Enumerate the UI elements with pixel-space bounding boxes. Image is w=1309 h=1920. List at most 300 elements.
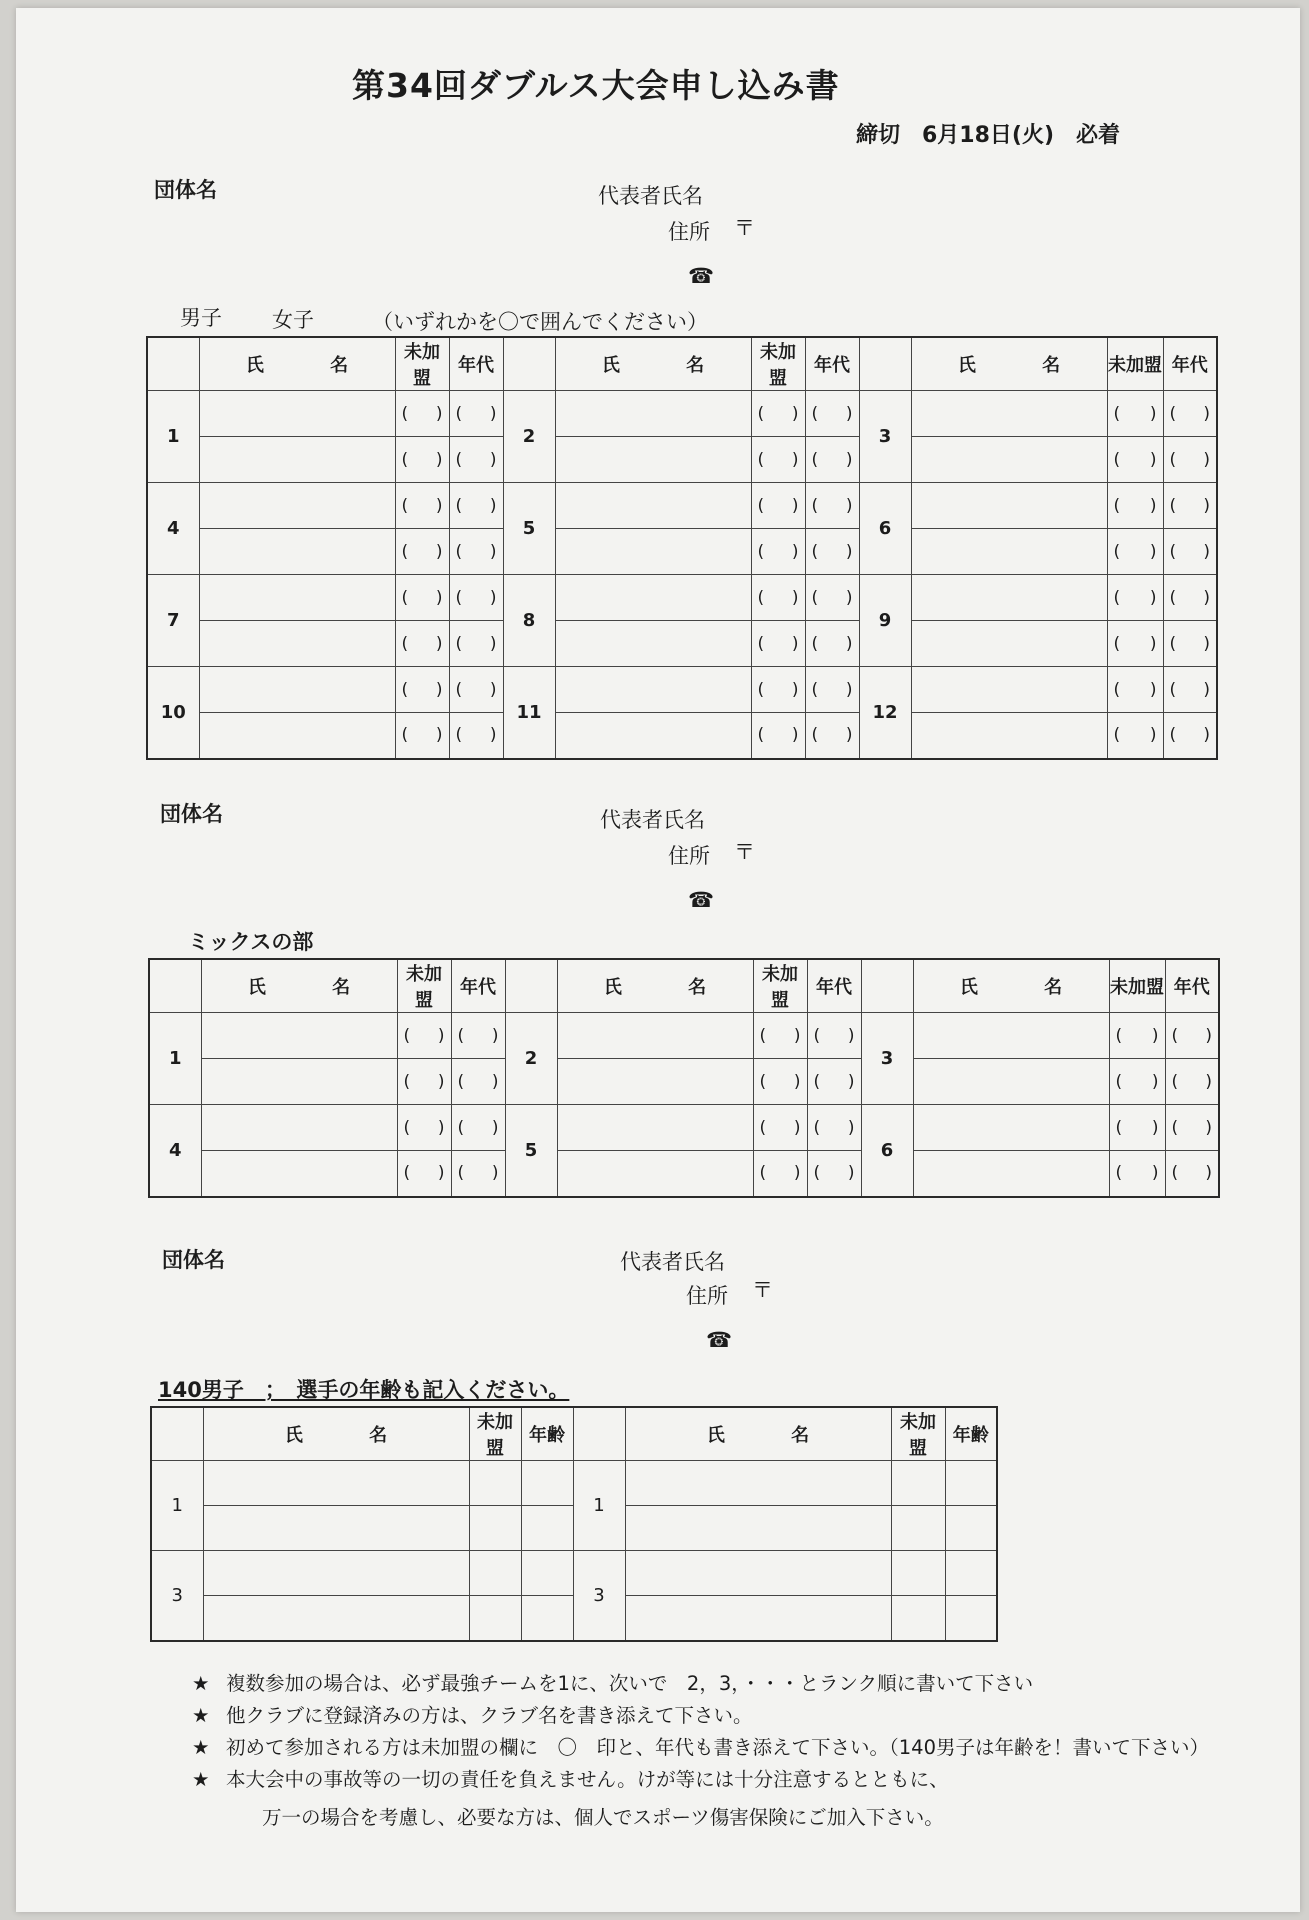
paren-field[interactable] xyxy=(397,1059,451,1105)
paren-close: ) xyxy=(1203,587,1210,608)
team-name-label: 団体名 xyxy=(154,178,217,202)
paren-field[interactable] xyxy=(1163,483,1217,529)
paren-field[interactable] xyxy=(1165,1013,1219,1059)
paren-field[interactable] xyxy=(1109,1059,1165,1105)
paren-field[interactable] xyxy=(449,575,503,621)
paren-close: ) xyxy=(791,587,799,608)
paren-pair xyxy=(396,542,449,562)
paren-open: ( xyxy=(1169,449,1177,470)
paren-pair xyxy=(398,1163,451,1183)
paren-close: ) xyxy=(1203,403,1210,424)
paren-pair xyxy=(396,680,449,700)
paren-pair xyxy=(1164,496,1217,516)
paren-open: ( xyxy=(811,495,819,516)
paren-field[interactable] xyxy=(1163,713,1217,759)
player-name-field[interactable] xyxy=(913,1013,1109,1059)
age-field[interactable] xyxy=(521,1551,573,1596)
entry-row xyxy=(147,483,1217,529)
player-name-field[interactable] xyxy=(625,1596,891,1641)
paren-field[interactable] xyxy=(1163,391,1217,437)
paren-field[interactable] xyxy=(397,1013,451,1059)
paren-field[interactable] xyxy=(1107,529,1163,575)
header-row xyxy=(147,337,1217,391)
paren-open: ( xyxy=(457,1025,465,1046)
paren-field[interactable] xyxy=(805,575,859,621)
note-text: 複数参加の場合は、必ず最強チームを1に、次いで 2，3，・・・とランク順に書いて下さい xyxy=(226,1672,1034,1695)
entry-number: 6 xyxy=(859,483,911,575)
paren-open: ( xyxy=(811,449,819,470)
player-name-field[interactable] xyxy=(555,529,751,575)
paren-open: ( xyxy=(1169,725,1177,746)
entry-number: 11 xyxy=(503,667,555,759)
paren-pair xyxy=(808,1026,861,1046)
paren-open: ( xyxy=(455,587,463,608)
entry-number: 10 xyxy=(147,667,199,759)
paren-field[interactable] xyxy=(1107,437,1163,483)
paren-field[interactable] xyxy=(395,621,449,667)
paren-close: ) xyxy=(793,1071,801,1092)
paren-field[interactable] xyxy=(1107,621,1163,667)
unaffiliated-field[interactable] xyxy=(891,1461,945,1506)
note-text: 本大会中の事故等の一切の責任を負えません。けが等には十分注意するとともに、 xyxy=(226,1768,949,1791)
paren-field[interactable] xyxy=(395,483,449,529)
player-name-field[interactable] xyxy=(199,713,395,759)
paren-open: ( xyxy=(401,495,409,516)
player-name-field[interactable] xyxy=(911,391,1107,437)
paren-open: ( xyxy=(1169,679,1177,700)
paren-field[interactable] xyxy=(753,1151,807,1197)
paren-field[interactable] xyxy=(1165,1151,1219,1197)
player-name-field[interactable] xyxy=(199,575,395,621)
player-name-field[interactable] xyxy=(555,575,751,621)
age-field[interactable] xyxy=(945,1461,997,1506)
paren-pair xyxy=(1110,1072,1165,1092)
unaffiliated-field[interactable] xyxy=(891,1596,945,1641)
paren-field[interactable] xyxy=(753,1105,807,1151)
paren-close: ) xyxy=(489,403,497,424)
header-age: 年代 xyxy=(807,959,861,1013)
player-name-field[interactable] xyxy=(555,437,751,483)
paren-open: ( xyxy=(1115,1025,1123,1046)
paren-close: ) xyxy=(1203,679,1210,700)
paren-field[interactable] xyxy=(449,713,503,759)
paren-close: ) xyxy=(845,449,853,470)
paren-open: ( xyxy=(1113,449,1121,470)
paren-close: ) xyxy=(845,587,853,608)
paren-close: ) xyxy=(1149,633,1157,654)
paren-field[interactable] xyxy=(397,1105,451,1151)
header-age: 年齢 xyxy=(521,1407,573,1461)
player-name-field[interactable] xyxy=(199,667,395,713)
paren-open: ( xyxy=(811,633,819,654)
paren-field[interactable] xyxy=(395,713,449,759)
player-name-field[interactable] xyxy=(555,667,751,713)
age-field[interactable] xyxy=(945,1551,997,1596)
paren-close: ) xyxy=(435,725,443,746)
paren-close: ) xyxy=(1205,1117,1212,1138)
paren-pair xyxy=(1110,1163,1165,1183)
paren-open: ( xyxy=(1113,403,1121,424)
player-name-field[interactable] xyxy=(913,1151,1109,1197)
unaffiliated-field[interactable] xyxy=(469,1551,521,1596)
paren-field[interactable] xyxy=(451,1105,505,1151)
paren-field[interactable] xyxy=(753,1059,807,1105)
paren-field[interactable] xyxy=(753,1013,807,1059)
paren-open: ( xyxy=(759,1025,767,1046)
player-name-field[interactable] xyxy=(557,1151,753,1197)
paren-close: ) xyxy=(1151,1163,1159,1184)
player-name-field[interactable] xyxy=(557,1059,753,1105)
paren-open: ( xyxy=(403,1117,411,1138)
paren-field[interactable] xyxy=(1107,575,1163,621)
paren-field[interactable] xyxy=(1107,483,1163,529)
paren-field[interactable] xyxy=(751,529,805,575)
player-name-field[interactable] xyxy=(199,437,395,483)
paren-open: ( xyxy=(1113,587,1121,608)
paren-pair xyxy=(1108,450,1163,470)
paren-field[interactable] xyxy=(807,1105,861,1151)
paren-pair xyxy=(1166,1026,1219,1046)
gender-female: 女子 xyxy=(272,308,314,332)
paren-close: ) xyxy=(1149,403,1157,424)
paren-field[interactable] xyxy=(395,391,449,437)
unaffiliated-field[interactable] xyxy=(891,1506,945,1551)
paren-field[interactable] xyxy=(449,391,503,437)
paren-field[interactable] xyxy=(805,437,859,483)
paren-field[interactable] xyxy=(449,437,503,483)
paren-field[interactable] xyxy=(449,529,503,575)
senior-section-heading: 140男子 ； 選手の年齢も記入ください。 xyxy=(158,1378,570,1402)
player-name-field[interactable] xyxy=(911,621,1107,667)
entry-number: 4 xyxy=(147,483,199,575)
paren-field[interactable] xyxy=(449,621,503,667)
entry-number: 3 xyxy=(861,1013,913,1105)
age-field[interactable] xyxy=(521,1596,573,1641)
paren-close: ) xyxy=(489,541,497,562)
player-name-field[interactable] xyxy=(625,1551,891,1596)
paren-close: ) xyxy=(847,1071,855,1092)
paren-open: ( xyxy=(757,541,765,562)
player-name-field[interactable] xyxy=(911,575,1107,621)
header-row xyxy=(151,1407,997,1461)
paren-pair xyxy=(1108,680,1163,700)
paren-field[interactable] xyxy=(449,667,503,713)
paren-field[interactable] xyxy=(1165,1059,1219,1105)
paren-field[interactable] xyxy=(449,483,503,529)
paren-open: ( xyxy=(1113,679,1121,700)
player-name-field[interactable] xyxy=(555,483,751,529)
paren-close: ) xyxy=(845,403,853,424)
player-name-field[interactable] xyxy=(555,713,751,759)
paren-pair xyxy=(1164,542,1217,562)
header-age: 年代 xyxy=(805,337,859,391)
entry-row xyxy=(151,1461,997,1506)
unaffiliated-field[interactable] xyxy=(469,1506,521,1551)
paren-field[interactable] xyxy=(1163,529,1217,575)
paren-open: ( xyxy=(457,1163,465,1184)
paren-pair xyxy=(450,725,503,745)
paren-pair xyxy=(754,1026,807,1046)
header-blank xyxy=(573,1407,625,1461)
paren-pair xyxy=(806,725,859,745)
mixed-entry-table xyxy=(148,958,1220,1198)
paren-open: ( xyxy=(757,403,765,424)
paren-close: ) xyxy=(845,633,853,654)
paren-open: ( xyxy=(401,633,409,654)
entry-number: 3 xyxy=(151,1551,203,1641)
paren-pair xyxy=(450,680,503,700)
paren-pair xyxy=(1166,1072,1219,1092)
paren-pair xyxy=(396,450,449,470)
player-name-field[interactable] xyxy=(555,391,751,437)
paren-field[interactable] xyxy=(1107,713,1163,759)
paren-pair xyxy=(752,404,805,424)
paren-field[interactable] xyxy=(1109,1151,1165,1197)
paren-open: ( xyxy=(811,725,819,746)
paren-pair xyxy=(1164,404,1217,424)
paren-field[interactable] xyxy=(1165,1105,1219,1151)
player-name-field[interactable] xyxy=(203,1461,469,1506)
paren-field[interactable] xyxy=(751,713,805,759)
player-name-field[interactable] xyxy=(625,1461,891,1506)
paren-field[interactable] xyxy=(805,713,859,759)
paren-close: ) xyxy=(791,403,799,424)
paren-pair xyxy=(752,450,805,470)
entry-row xyxy=(149,1105,1219,1151)
paren-field[interactable] xyxy=(751,391,805,437)
paren-close: ) xyxy=(1203,495,1210,516)
paren-field[interactable] xyxy=(807,1059,861,1105)
entry-number: 1 xyxy=(149,1013,201,1105)
paren-close: ) xyxy=(793,1025,801,1046)
phone-icon: ☎ xyxy=(688,888,715,912)
paren-open: ( xyxy=(1115,1163,1123,1184)
player-name-field[interactable] xyxy=(201,1105,397,1151)
paren-pair xyxy=(396,725,449,745)
header-unaffiliated: 未加盟 xyxy=(1109,959,1165,1013)
paren-field[interactable] xyxy=(395,529,449,575)
header-name: 氏 名 xyxy=(625,1407,891,1461)
paren-close: ) xyxy=(1205,1071,1212,1092)
player-name-field[interactable] xyxy=(201,1013,397,1059)
paren-field[interactable] xyxy=(1163,437,1217,483)
paren-open: ( xyxy=(759,1071,767,1092)
entry-number: 6 xyxy=(861,1105,913,1197)
paren-field[interactable] xyxy=(1109,1013,1165,1059)
postal-mark: 〒 xyxy=(734,840,755,864)
header-blank xyxy=(151,1407,203,1461)
entry-number: 5 xyxy=(505,1105,557,1197)
player-name-field[interactable] xyxy=(625,1506,891,1551)
paren-pair xyxy=(398,1118,451,1138)
paren-close: ) xyxy=(489,449,497,470)
paren-pair xyxy=(752,680,805,700)
paren-close: ) xyxy=(435,403,443,424)
paren-close: ) xyxy=(1149,679,1157,700)
unaffiliated-field[interactable] xyxy=(891,1551,945,1596)
paren-pair xyxy=(452,1118,505,1138)
paren-open: ( xyxy=(757,725,765,746)
paren-field[interactable] xyxy=(751,437,805,483)
paren-pair xyxy=(1108,634,1163,654)
paren-field[interactable] xyxy=(751,667,805,713)
paren-close: ) xyxy=(791,633,799,654)
header-unaffiliated: 未加盟 xyxy=(1107,337,1163,391)
paren-close: ) xyxy=(437,1025,445,1046)
paren-pair xyxy=(450,588,503,608)
paren-field[interactable] xyxy=(807,1151,861,1197)
paren-open: ( xyxy=(1171,1071,1179,1092)
paren-open: ( xyxy=(401,587,409,608)
paren-field[interactable] xyxy=(395,667,449,713)
paren-close: ) xyxy=(1149,725,1157,746)
paren-field[interactable] xyxy=(1107,391,1163,437)
paren-field[interactable] xyxy=(805,667,859,713)
doubles-entry-table xyxy=(146,336,1218,760)
player-name-field[interactable] xyxy=(203,1506,469,1551)
paren-field[interactable] xyxy=(451,1013,505,1059)
player-name-field[interactable] xyxy=(201,1151,397,1197)
paren-close: ) xyxy=(435,495,443,516)
player-name-field[interactable] xyxy=(199,621,395,667)
paren-close: ) xyxy=(1151,1117,1159,1138)
paren-open: ( xyxy=(1113,633,1121,654)
star-icon: ★ xyxy=(192,1768,210,1791)
paren-field[interactable] xyxy=(751,621,805,667)
paren-close: ) xyxy=(791,541,799,562)
star-icon: ★ xyxy=(192,1672,210,1695)
paren-close: ) xyxy=(435,587,443,608)
paren-open: ( xyxy=(455,633,463,654)
player-name-field[interactable] xyxy=(199,483,395,529)
player-name-field[interactable] xyxy=(555,621,751,667)
paren-field[interactable] xyxy=(805,483,859,529)
phone-icon: ☎ xyxy=(706,1328,733,1352)
paren-field[interactable] xyxy=(1109,1105,1165,1151)
paren-pair xyxy=(754,1118,807,1138)
header-name: 氏 名 xyxy=(199,337,395,391)
paren-open: ( xyxy=(1113,495,1121,516)
paren-pair xyxy=(806,404,859,424)
paren-field[interactable] xyxy=(805,391,859,437)
paren-open: ( xyxy=(455,679,463,700)
paren-open: ( xyxy=(757,449,765,470)
address-label: 住所 xyxy=(686,1284,728,1308)
paren-open: ( xyxy=(759,1163,767,1184)
unaffiliated-field[interactable] xyxy=(469,1461,521,1506)
paren-pair xyxy=(752,496,805,516)
paren-close: ) xyxy=(845,495,853,516)
paren-close: ) xyxy=(491,1071,499,1092)
paren-field[interactable] xyxy=(1163,667,1217,713)
age-field[interactable] xyxy=(521,1461,573,1506)
paren-pair xyxy=(396,404,449,424)
player-name-field[interactable] xyxy=(913,1059,1109,1105)
paren-field[interactable] xyxy=(395,437,449,483)
paren-field[interactable] xyxy=(451,1059,505,1105)
paren-field[interactable] xyxy=(807,1013,861,1059)
header-blank xyxy=(859,337,911,391)
paren-close: ) xyxy=(489,679,497,700)
paren-close: ) xyxy=(489,495,497,516)
paren-close: ) xyxy=(437,1163,445,1184)
paren-pair xyxy=(1108,725,1163,745)
player-name-field[interactable] xyxy=(911,529,1107,575)
entry-row-second xyxy=(147,529,1217,575)
note-line xyxy=(192,1668,1033,1696)
paren-field[interactable] xyxy=(751,483,805,529)
player-name-field[interactable] xyxy=(203,1596,469,1641)
paren-open: ( xyxy=(455,449,463,470)
paren-open: ( xyxy=(401,541,409,562)
header-name: 氏 名 xyxy=(201,959,397,1013)
age-field[interactable] xyxy=(521,1506,573,1551)
paren-pair xyxy=(806,450,859,470)
paren-field[interactable] xyxy=(397,1151,451,1197)
player-name-field[interactable] xyxy=(203,1551,469,1596)
paren-pair xyxy=(450,542,503,562)
paren-field[interactable] xyxy=(395,575,449,621)
paren-field[interactable] xyxy=(805,529,859,575)
paren-open: ( xyxy=(757,633,765,654)
paren-pair xyxy=(808,1072,861,1092)
player-name-field[interactable] xyxy=(911,437,1107,483)
player-name-field[interactable] xyxy=(911,667,1107,713)
note-line xyxy=(192,1732,1209,1760)
player-name-field[interactable] xyxy=(557,1013,753,1059)
age-field[interactable] xyxy=(945,1506,997,1551)
header-blank xyxy=(147,337,199,391)
entry-number: 5 xyxy=(503,483,555,575)
paren-field[interactable] xyxy=(805,621,859,667)
paren-open: ( xyxy=(757,679,765,700)
paren-close: ) xyxy=(1151,1025,1159,1046)
player-name-field[interactable] xyxy=(199,391,395,437)
paren-field[interactable] xyxy=(1107,667,1163,713)
gender-instruction: （いずれかを〇で囲んでください） xyxy=(372,310,708,334)
paren-close: ) xyxy=(491,1163,499,1184)
paren-open: ( xyxy=(1113,541,1121,562)
player-name-field[interactable] xyxy=(199,529,395,575)
paren-close: ) xyxy=(847,1117,855,1138)
paren-field[interactable] xyxy=(1163,575,1217,621)
paren-field[interactable] xyxy=(1163,621,1217,667)
paren-close: ) xyxy=(491,1117,499,1138)
entry-number: 8 xyxy=(503,575,555,667)
address-label: 住所 xyxy=(668,220,710,244)
star-icon: ★ xyxy=(192,1736,210,1759)
unaffiliated-field[interactable] xyxy=(469,1596,521,1641)
paren-open: ( xyxy=(1169,403,1177,424)
paren-pair xyxy=(450,450,503,470)
player-name-field[interactable] xyxy=(911,483,1107,529)
paren-pair xyxy=(806,634,859,654)
paren-field[interactable] xyxy=(751,575,805,621)
player-name-field[interactable] xyxy=(557,1105,753,1151)
senior-entry-table xyxy=(150,1406,998,1642)
player-name-field[interactable] xyxy=(913,1105,1109,1151)
paren-open: ( xyxy=(401,449,409,470)
age-field[interactable] xyxy=(945,1596,997,1641)
player-name-field[interactable] xyxy=(201,1059,397,1105)
paren-open: ( xyxy=(455,541,463,562)
header-name: 氏 名 xyxy=(555,337,751,391)
player-name-field[interactable] xyxy=(911,713,1107,759)
paren-close: ) xyxy=(1151,1071,1159,1092)
entry-row-second xyxy=(147,437,1217,483)
paren-pair xyxy=(1108,404,1163,424)
paren-field[interactable] xyxy=(451,1151,505,1197)
